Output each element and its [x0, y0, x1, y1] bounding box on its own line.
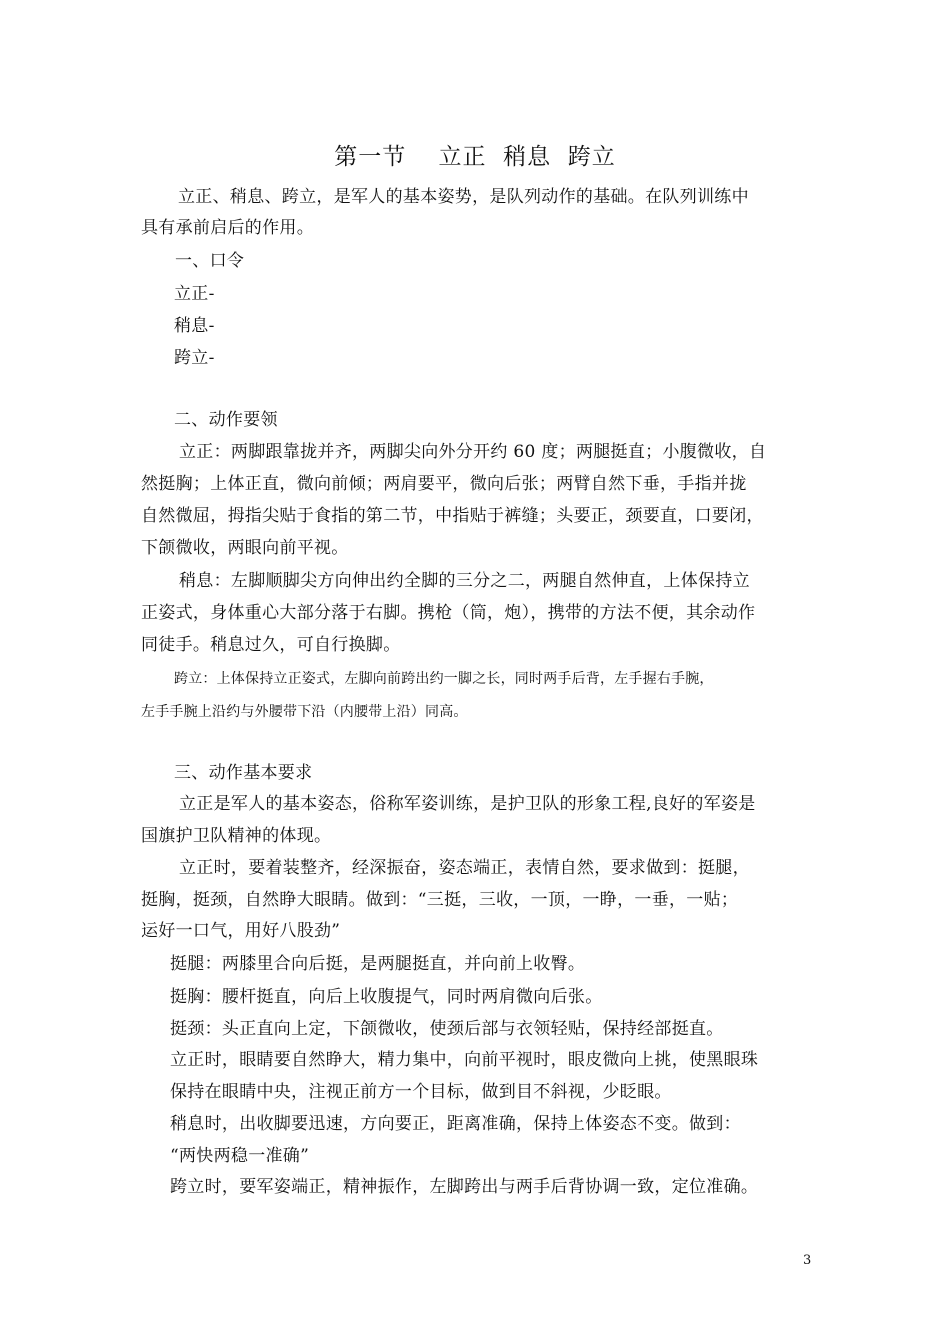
shaoxi-line-3: 同徒手。稍息过久，可自行换脚。 — [141, 635, 401, 655]
page-number: 3 — [803, 1253, 812, 1268]
shaoxi-line-2: 正姿式，身体重心大部分落于右脚。携枪（筒，炮），携带的方法不便，其余动作 — [141, 603, 756, 623]
lizheng-line-2: 然挺胸；上体正直，微向前倾；两肩要平，微向后张；两臂自然下垂，手指并拢 — [141, 474, 747, 494]
page-title: 第一节 立正 稍息 跨立 — [334, 144, 616, 170]
req-p2-line-2: 挺胸，挺颈，自然睁大眼睛。做到：“三挺，三收，一顶，一睁，一垂，一贴； — [141, 890, 739, 910]
kuali-line-1: 跨立：上体保持立正姿式，左脚向前跨出约一脚之长，同时两手后背，左手握右手腕， — [174, 671, 714, 687]
intro-line-1: 立正、稍息、跨立，是军人的基本姿势，是队列动作的基础。在队列训练中 — [178, 187, 749, 207]
tingxiong-line: 挺胸：腰杆挺直，向后上收腹提气，同时两肩微向后张。 — [170, 987, 603, 1007]
kuali-line-2: 左手手腕上沿约与外腰带下沿（内腰带上沿）同高。 — [141, 704, 468, 720]
req-p2-line-1: 立正时，要着装整齐，经深振奋，姿态端正，表情自然，要求做到：挺腿， — [179, 858, 750, 878]
section3-heading: 三、动作基本要求 — [174, 763, 313, 783]
shaoxi-line-1: 稍息：左脚顺脚尖方向伸出约全脚的三分之二，两腿自然伸直，上体保持立 — [179, 571, 750, 591]
lizheng-line-3: 自然微屈，拇指尖贴于食指的第二节，中指贴于裤缝；头要正，颈要直，口要闭， — [141, 506, 764, 526]
lizheng-line-1: 立正：两脚跟靠拢并齐，两脚尖向外分开约 60 度；两腿挺直；小腹微收，自 — [179, 442, 767, 462]
command-kuali: 跨立- — [174, 348, 215, 368]
lizheng-line-4: 下颌微收，两眼向前平视。 — [141, 538, 349, 558]
command-lizheng: 立正- — [174, 284, 215, 304]
section2-heading: 二、动作要领 — [174, 410, 278, 430]
section1-heading: 一、口令 — [175, 251, 245, 271]
command-shaoxi: 稍息- — [174, 316, 215, 336]
shaoxi-req-line-2: “两快两稳一准确” — [170, 1146, 310, 1166]
tingtui-line: 挺腿：两膝里合向后挺，是两腿挺直，并向前上收臀。 — [170, 954, 586, 974]
eyes-line-1: 立正时，眼睛要自然睁大，精力集中，向前平视时，眼皮微向上挑，使黑眼珠 — [170, 1050, 759, 1070]
intro-line-2: 具有承前启后的作用。 — [141, 218, 314, 238]
kuali-req-line: 跨立时，要军姿端正，精神振作，左脚跨出与两手后背协调一致，定位准确。 — [170, 1177, 759, 1197]
shaoxi-req-line-1: 稍息时，出收脚要迅速，方向要正，距离准确，保持上体姿态不变。做到： — [170, 1114, 741, 1134]
req-p2-line-3: 运好一口气，用好八股劲” — [141, 921, 341, 941]
req-p1-line-2: 国旗护卫队精神的体现。 — [141, 826, 332, 846]
eyes-line-2: 保持在眼睛中央，注视正前方一个目标，做到目不斜视，少眨眼。 — [170, 1082, 672, 1102]
tingjing-line: 挺颈：头正直向上定，下颌微收，使颈后部与衣领轻贴，保持经部挺直。 — [170, 1019, 724, 1039]
req-p1-line-1: 立正是军人的基本姿态，俗称军姿训练，是护卫队的形象工程,良好的军姿是 — [179, 794, 756, 814]
